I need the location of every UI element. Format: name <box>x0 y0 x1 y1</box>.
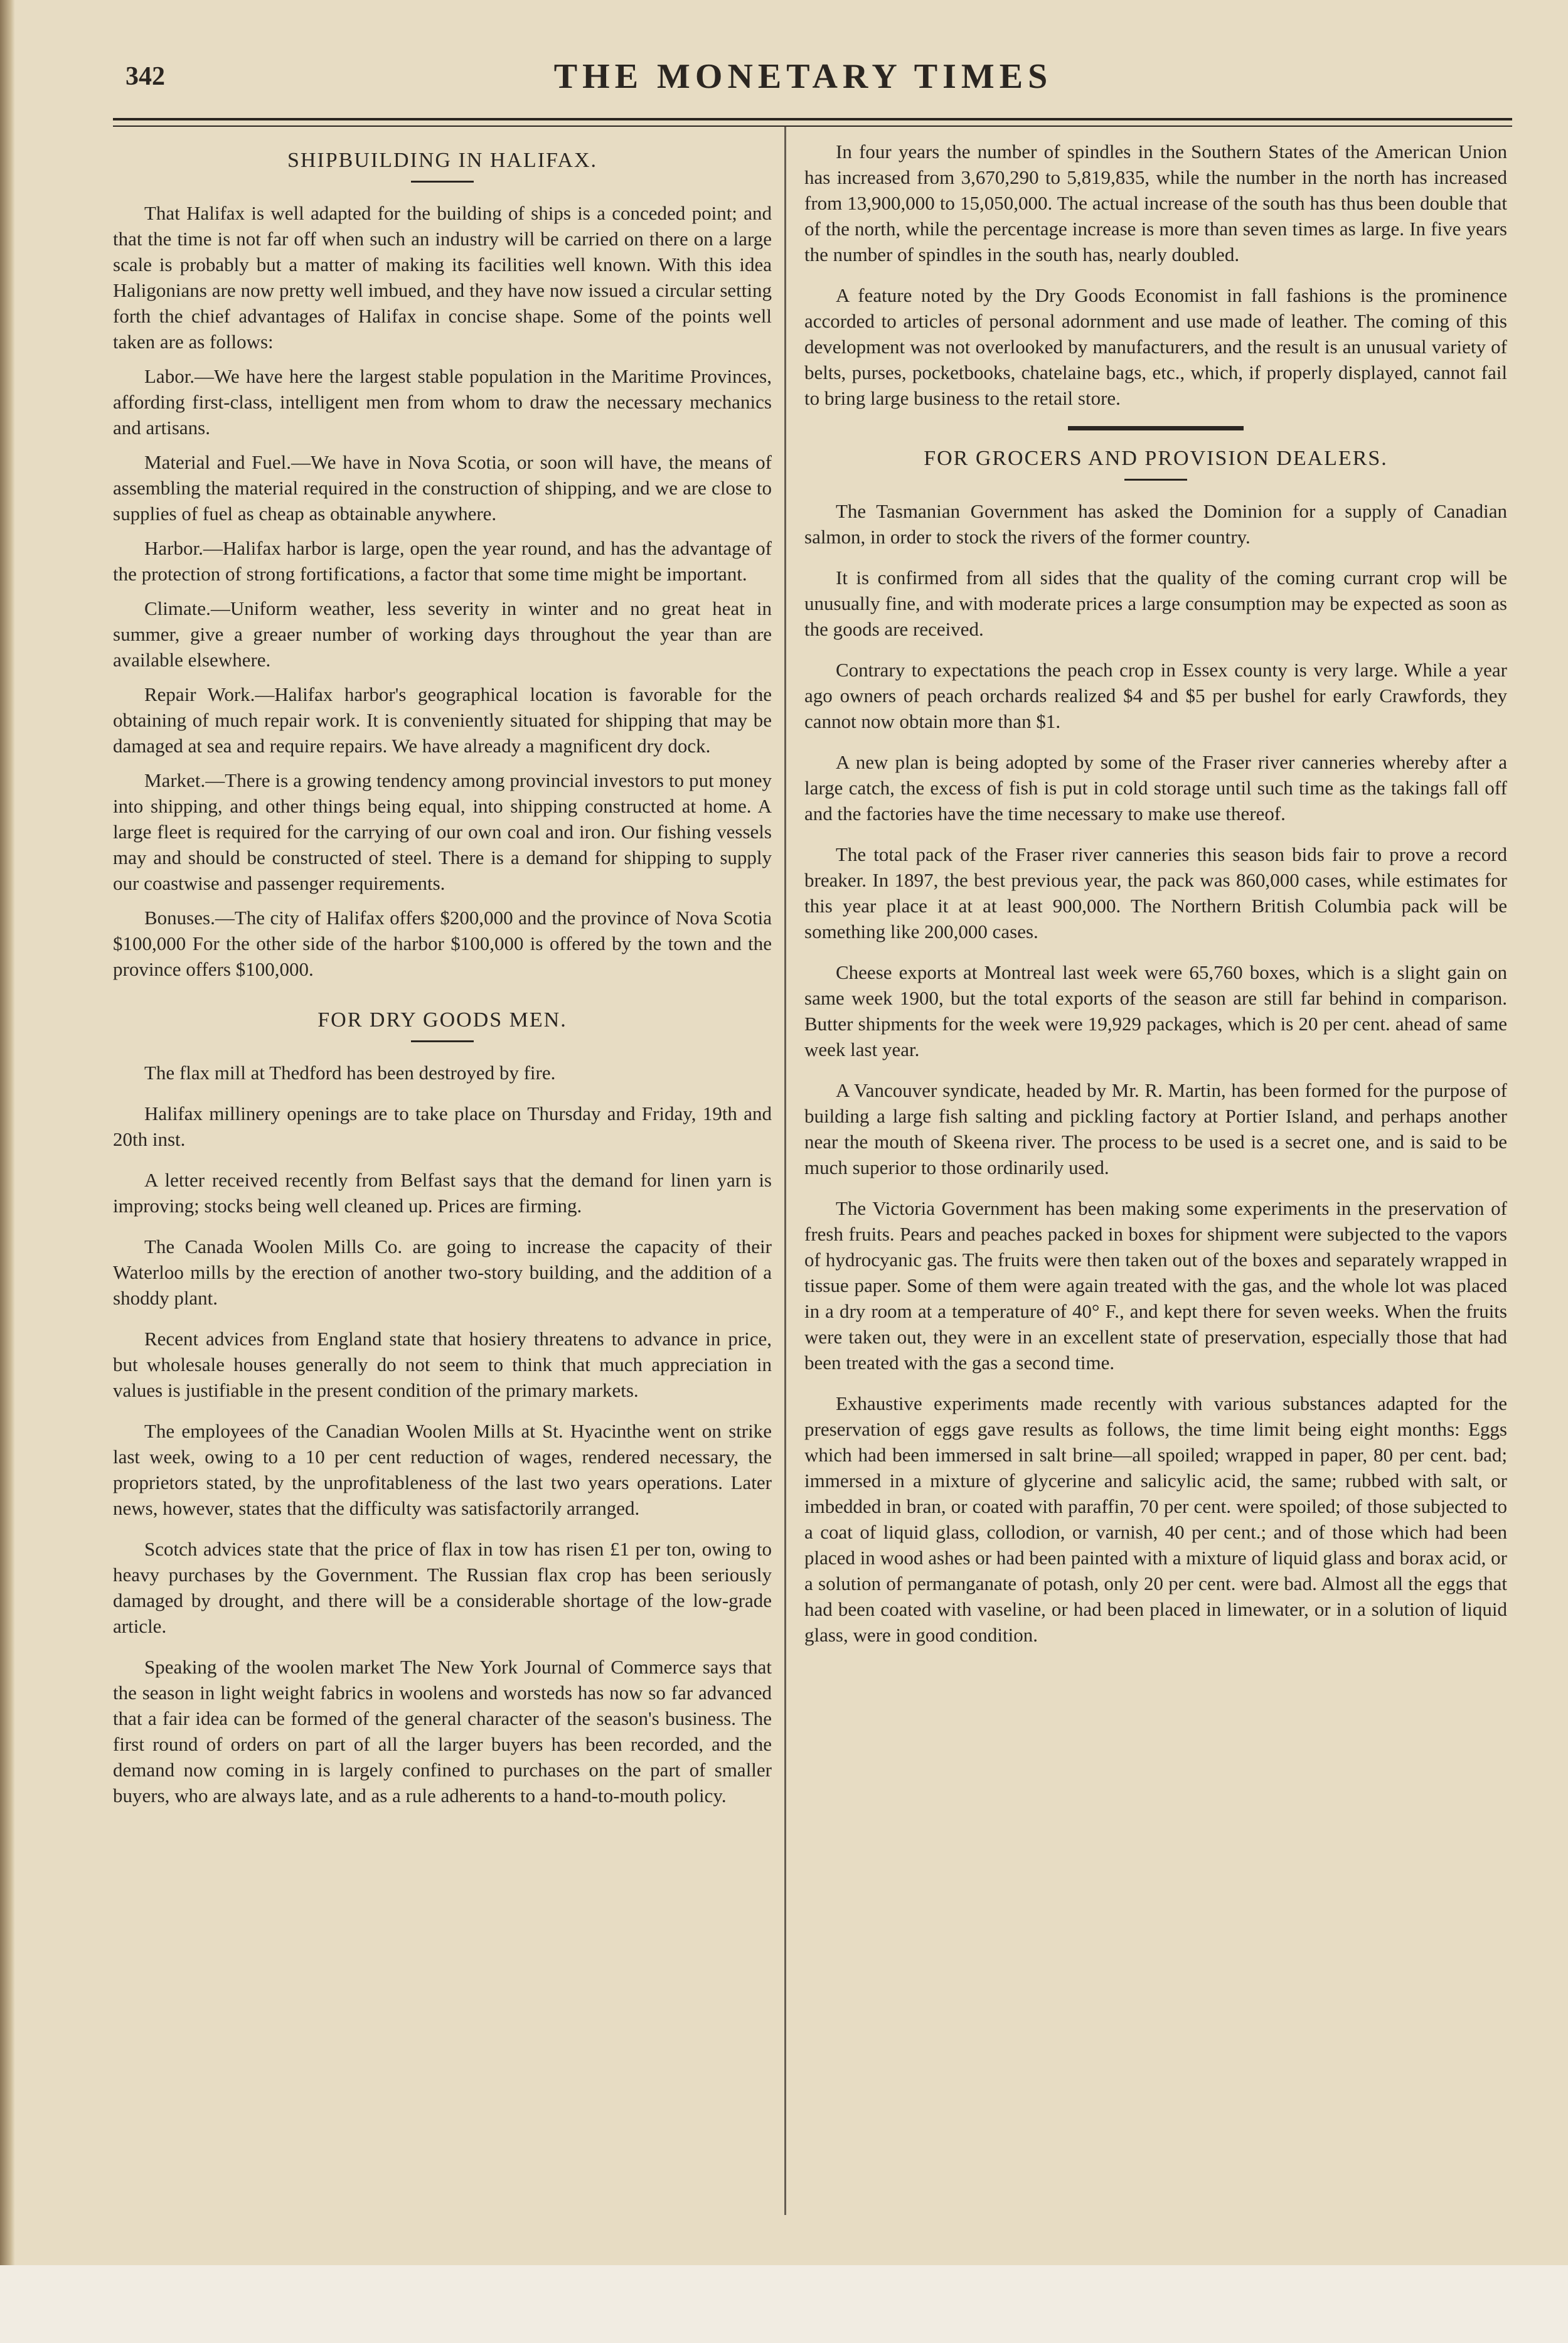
paragraph: Material and Fuel.—We have in Nova Scotia, or soon will have, the means of assembling the material required in the construction of shipping, and we are close to supplies of fuel as cheap as obtainable anywhere. <box>113 451 772 525</box>
paragraph: A letter received recently from Belfast says that the demand for linen yarn is improving; stocks being well cleaned up. Prices are firming. <box>113 1169 772 1217</box>
paragraph: Speaking of the woolen market The New York Journal of Commerce says that the season in light weight fabrics in woolens and worsteds has now so far advanced that a fair idea can be formed of the general character of the season's business. The first round of orders on part of all the larger buyers has been recorded, and the demand now coming in is largely confined to purchases on the part of smaller buyers, who are always late, and as a rule adherents to a hand-to-mouth policy. <box>113 1656 772 1807</box>
paragraph: The Victoria Government has been making some experiments in the preservation of fresh fruits. Pears and peaches packed in boxes for shipment were subjected to the vapors of hydrocyanic gas. The fruits were then taken out of the boxes and separately wrapped in tissue paper. Some of them were again treated with the gas, and the whole lot was placed in a dry room at a temperature of 40° F., and kept there for seven weeks. When the fruits were taken out, they were in an excellent state of preservation, especially those that had been treated with the gas a second time. <box>804 1197 1507 1374</box>
section-heading: SHIPBUILDING IN HALIFAX. <box>287 149 598 172</box>
paragraph: Cheese exports at Montreal last week were 65,760 boxes, which is a slight gain on same week 1900, but the total exports of the season are still far behind in comparison. Butter shipments for the week were 19,929 packages, which is 20 per cent. ahead of same week last year. <box>804 961 1507 1060</box>
article-spindles-fashions <box>804 139 1507 430</box>
paragraph: That Halifax is well adapted for the building of ships is a conceded point; and that the time is not far off when such an industry will be carried on there on a large scale is probably but a matter of making its facilities well known. With this idea Haligonians are now pretty well imbued, and they have now issued a circular setting forth the chief advantages of Halifax in concise shape. Some of the points well taken are as follows: <box>113 202 772 353</box>
paragraph: Recent advices from England state that hosiery threatens to advance in price, but wholesale houses generally do not seem to think that much appreciation in values is justifiable in the present condition of the primary markets. <box>113 1328 772 1401</box>
paragraph: The Tasmanian Government has asked the Dominion for a supply of Canadian salmon, in order to stock the rivers of the former country. <box>804 500 1507 548</box>
paragraph: Repair Work.—Halifax harbor's geographical location is favorable for the obtaining of much repair work. It is conveniently situated for shipping that may be damaged at sea and require repairs. We have already a magnificent dry dock. <box>113 683 772 757</box>
paragraph: Halifax millinery openings are to take place on Thursday and Friday, 19th and 20th inst. <box>113 1102 772 1150</box>
heading-rule <box>1124 479 1187 481</box>
page-binding-edge <box>0 0 15 2343</box>
heading-rule <box>411 1040 474 1042</box>
paragraph: The employees of the Canadian Woolen Mills at St. Hyacinthe went on strike last week, owing to a 10 per cent reduction of wages, rendered necessary, the proprietors stated, by the unprofitableness of the last two years operations. Later news, however, states that the difficulty was satisfactorily arranged. <box>113 1420 772 1519</box>
section-heading: FOR DRY GOODS MEN. <box>317 1008 567 1032</box>
paragraph: It is confirmed from all sides that the quality of the coming currant crop will be unusually fine, and with moderate prices a large consumption may be expected as soon as the goods are received. <box>804 567 1507 640</box>
section-heading: FOR GROCERS AND PROVISION DEALERS. <box>924 447 1388 470</box>
paragraph: Market.—There is a growing tendency among provincial investors to put money into shipping, and other things being equal, into shipping constructed at home. A large fleet is required for the carrying of our own coal and iron. Our fishing vessels may and should be constructed of steel. There is a demand for shipping to supply our coastwise and passenger requirements. <box>113 769 772 894</box>
paragraph: In four years the number of spindles in the Southern States of the American Union has increased from 3,670,290 to 5,819,835, while the number in the north has increased from 13,900,000 to 15,050,000. The actual increase of the south has thus been double that of the north, while the percentage increase is more than seven times as large. In five years the number of spindles in the south has, nearly doubled. <box>804 141 1507 265</box>
page-bottom-margin <box>0 2265 1568 2343</box>
header-rule <box>113 118 1512 120</box>
heading-rule <box>411 181 474 183</box>
paragraph: Climate.—Uniform weather, less severity in winter and no great heat in summer, give a greaer number of working days throughout the year than are available elsewhere. <box>113 597 772 671</box>
paragraph: A Vancouver syndicate, headed by Mr. R. Martin, has been formed for the purpose of building a large fish salting and pickling factory at Portier Island, and perhaps another near the mouth of Skeena river. The process to be used is a secret one, and is said to be much superior to those ordinarily used. <box>804 1079 1507 1178</box>
paragraph: The total pack of the Fraser river canneries this season bids fair to prove a record breaker. In 1897, the best previous year, the pack was 860,000 cases, while estimates for this year place it at at least 900,000. The Northern British Columbia pack will be something like 200,000 cases. <box>804 843 1507 942</box>
paragraph: Exhaustive experiments made recently with various substances adapted for the preservation of eggs gave results as follows, the time limit being eight months: Eggs which had been immersed in salt brine—all spoiled; wrapped in paper, 80 per cent. bad; immersed in a mixture of glycerine and salicylic acid, the same; rubbed with salt, or imbedded in bran, or coated with paraffin, 70 per cent. were spoiled; of those subjected to a coat of liquid glass, collodion, or varnish, 40 per cent.; and of those which had been placed in wood ashes or had been painted with a mixture of liquid glass and borax acid, or a solution of permanganate of potash, only 20 per cent. were bad. Almost all the eggs that had been coated with vaseline, or had been placed in limewater, or in a solution of liquid glass, were in good condition. <box>804 1392 1507 1646</box>
paragraph: Scotch advices state that the price of flax in tow has risen £1 per ton, owing to heavy purchases by the Government. The Russian flax crop has been seriously damaged by drought, and there will be a considerable shortage of the low-grade article. <box>113 1538 772 1637</box>
column-divider <box>784 125 786 2215</box>
article-shipbuilding-halifax <box>113 147 772 982</box>
publication-title: THE MONETARY TIMES <box>553 57 1053 96</box>
paragraph: A feature noted by the Dry Goods Economist in fall fashions is the prominence accorded to articles of personal adornment and use made of leather. The coming of this development was not overlooked by manufacturers, and the result is an unusual variety of belts, purses, pocketbooks, chatelaine bags, etc., which, if properly displayed, cannot fail to bring large business to the retail store. <box>804 284 1507 409</box>
paragraph: Bonuses.—The city of Halifax offers $200,000 and the province of Nova Scotia $100,000 For the other side of the harbor $100,000 is offered by the town and the province offers $100,000. <box>113 907 772 980</box>
article-grocers-provision <box>804 446 1507 1648</box>
paragraph: A new plan is being adopted by some of the Fraser river canneries whereby after a large catch, the excess of fish is put in cold storage until such time as the takings fall off and the factories have the time necessary to make use thereof. <box>804 751 1507 825</box>
paragraph: Harbor.—Halifax harbor is large, open the year round, and has the advantage of the protection of strong fortifications, a factor that some time might be important. <box>113 537 772 585</box>
left-column <box>113 135 772 1823</box>
page-number: 342 <box>125 62 165 91</box>
page-header <box>125 56 1481 107</box>
paragraph: The Canada Woolen Mills Co. are going to increase the capacity of their Waterloo mills by the erection of another two-story building, and the addition of a shoddy plant. <box>113 1236 772 1309</box>
paragraph: Labor.—We have here the largest stable population in the Maritime Provinces, affording first-class, intelligent men from whom to draw the necessary mechanics and artisans. <box>113 365 772 439</box>
right-column <box>804 135 1507 1663</box>
section-separator <box>1068 426 1244 430</box>
article-dry-goods <box>113 1007 772 1808</box>
paragraph: Contrary to expectations the peach crop in Essex county is very large. While a year ago owners of peach orchards realized $4 and $5 per bushel for early Crawfords, they cannot now obtain more than $1. <box>804 659 1507 732</box>
header-rule-thin <box>113 125 1512 127</box>
paragraph: The flax mill at Thedford has been destroyed by fire. <box>144 1062 556 1084</box>
